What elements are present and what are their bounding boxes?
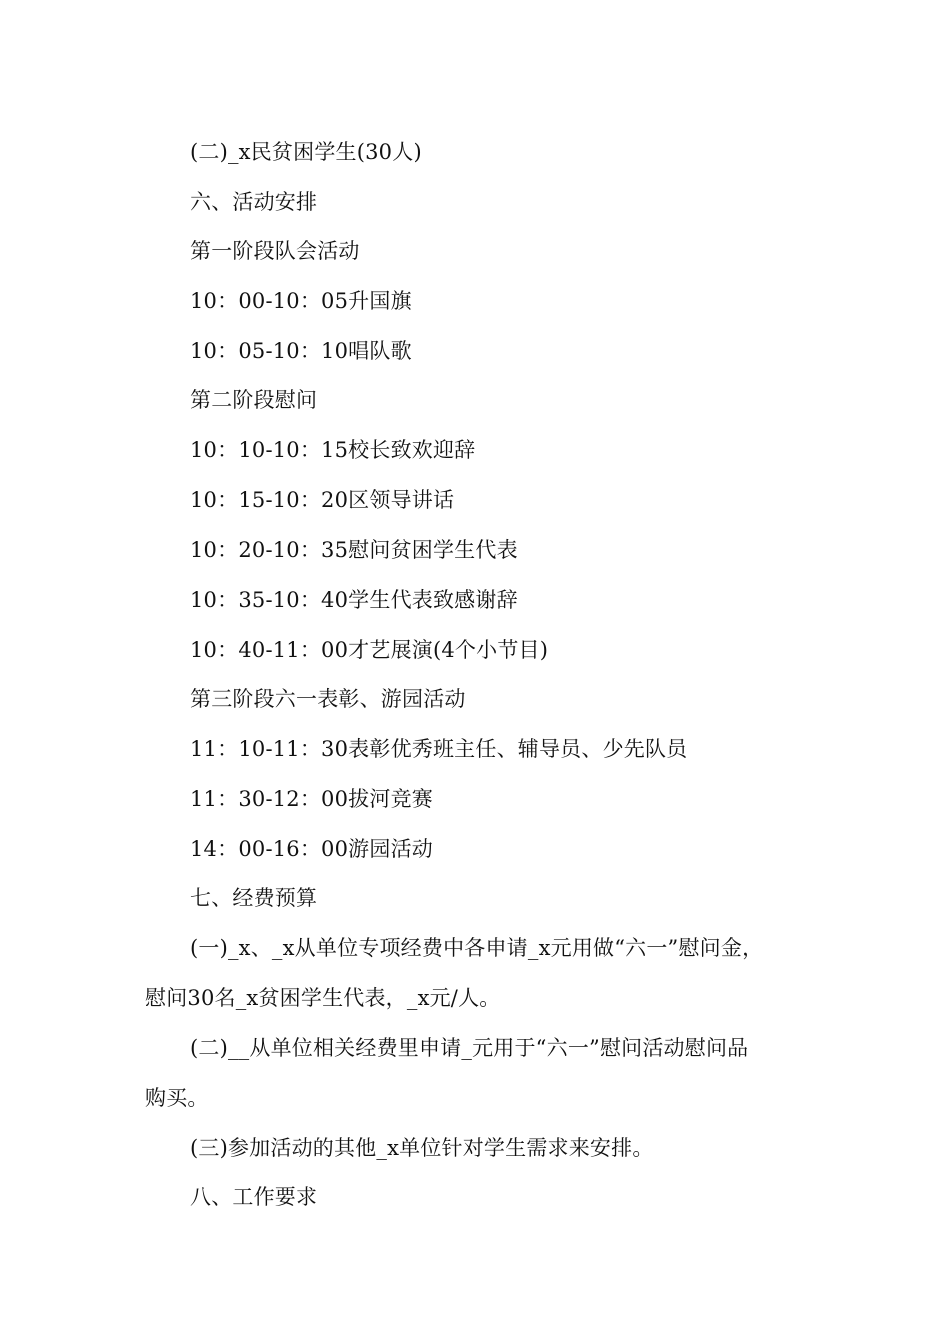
budget-paragraph-2-line-2: 购买。 (145, 1086, 209, 1110)
budget-paragraph-1-line-2: 慰问30名_x贫困学生代表，_x元/人。 (145, 986, 501, 1010)
budget-paragraph-3: (三)参加活动的其他_x单位针对学生需求来安排。 (190, 1136, 654, 1160)
phase-heading-2: 第二阶段慰问 (190, 388, 318, 412)
schedule-item: 10：20-10：35慰问贫困学生代表 (190, 538, 518, 562)
section-heading-work-requirements: 八、工作要求 (190, 1185, 318, 1209)
text-line-poor-students: (二)_x民贫困学生(30人) (190, 140, 422, 164)
schedule-item: 11：30-12：00拔河竞赛 (190, 787, 433, 811)
schedule-item: 14：00-16：00游园活动 (190, 837, 433, 861)
schedule-item: 10：00-10：05升国旗 (190, 289, 412, 313)
schedule-item: 11：10-11：30表彰优秀班主任、辅导员、少先队员 (190, 737, 688, 761)
section-heading-budget: 七、经费预算 (190, 886, 318, 910)
section-heading-activity-schedule: 六、活动安排 (190, 190, 318, 214)
schedule-item: 10：05-10：10唱队歌 (190, 339, 412, 363)
schedule-item: 10：10-10：15校长致欢迎辞 (190, 438, 476, 462)
budget-paragraph-1-line-1: (一)_x、_x从单位专项经费中各申请_x元用做“六一”慰问金， (190, 936, 764, 960)
schedule-item: 10：35-10：40学生代表致感谢辞 (190, 588, 518, 612)
phase-heading-3: 第三阶段六一表彰、游园活动 (190, 687, 466, 711)
schedule-item: 10：40-11：00才艺展演(4个小节目) (190, 638, 549, 662)
schedule-item: 10：15-10：20区领导讲话 (190, 488, 455, 512)
budget-paragraph-2-line-1: (二)__从单位相关经费里申请_元用于“六一”慰问活动慰问品 (190, 1036, 749, 1060)
phase-heading-1: 第一阶段队会活动 (190, 239, 360, 263)
